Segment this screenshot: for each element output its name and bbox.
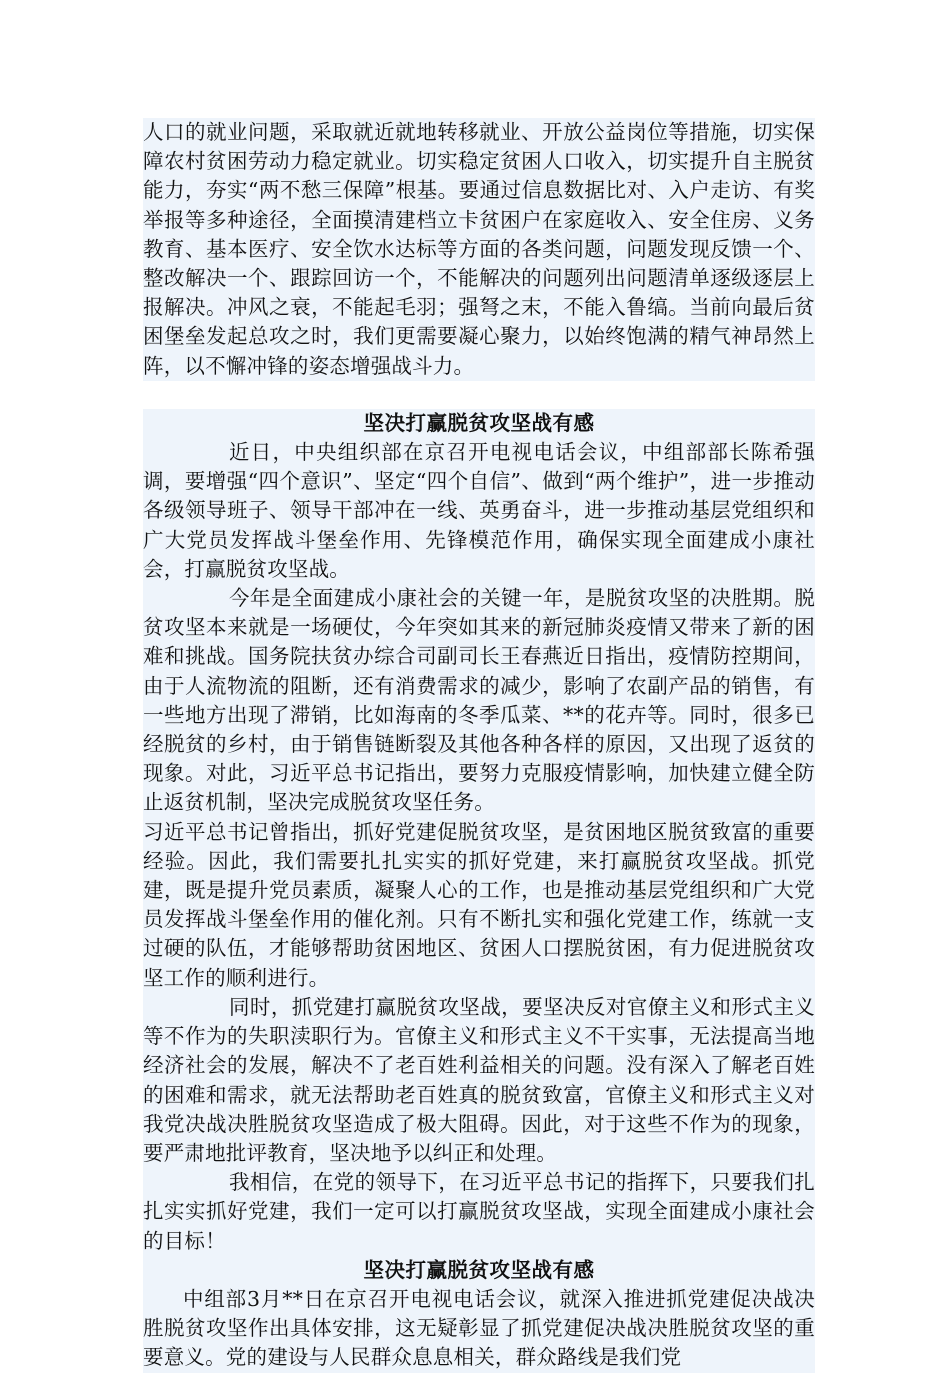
article1-body (143, 438, 815, 1256)
article1-title: 坚决打赢脱贫攻坚战有感 (143, 409, 815, 438)
article1-paragraph-2: 今年是全面建成小康社会的关键一年，是脱贫攻坚的决胜期。脱贫攻坚本来就是一场硬仗，今年突如其来的新冠肺炎疫情又带来了新的困难和挑战。国务院扶贫办综合司副司长王春燕近日指出，疫情防控期间，由于人流物流的阻断，还有消费需求的减少，影响了农副产品的销售，有一些地方出现了滞销，比如海南的冬季瓜菜、**的花卉等。同时，很多已经脱贫的乡村，由于销售链断裂及其他各种各样的原因，又出现了返贫的现象。对此，习近平总书记指出，要努力克服疫情影响，加快建立健全防止返贫机制，坚决完成脱贫攻坚任务。 (143, 586, 815, 815)
article1-paragraph-4: 同时，抓党建打赢脱贫攻坚战，要坚决反对官僚主义和形式主义等不作为的失职渎职行为。官僚主义和形式主义不干实事，无法提高当地经济社会的发展，解决不了老百姓利益相关的问题。没有深入了解老百姓的困难和需求，就无法帮助老百姓真的脱贫致富，官僚主义和形式主义对我党决战决胜脱贫攻坚造成了极大阻碍。因此，对于这些不作为的现象，要严肃地批评教育，坚决地予以纠正和处理。 (143, 994, 815, 1165)
section-gap (143, 381, 815, 409)
article1-paragraph-5: 我相信，在党的领导下，在习近平总书记的指挥下，只要我们扎扎实实抓好党建，我们一定可以打赢脱贫攻坚战，实现全面建成小康社会的目标！ (143, 1170, 815, 1253)
article2-paragraph-1: 中组部3月**日在京召开电视电话会议，就深入推进抓党建促决战决胜脱贫攻坚作出具体安排，这无疑彰显了抓党建促决战决胜脱贫攻坚的重要意义。党的建设与人民群众息息相关，群众路线是我们党 (143, 1286, 815, 1370)
intro-paragraph: 人口的就业问题，采取就近就地转移就业、开放公益岗位等措施，切实保障农村贫困劳动力稳定就业。切实稳定贫困人口收入，切实提升自主脱贫能力，夯实“两不愁三保障”根基。要通过信息数据比对、入户走访、有奖举报等多种途径，全面摸清建档立卡贫困户在家庭收入、安全住房、义务教育、基本医疗、安全饮水达标等方面的各类问题，问题发现反馈一个、整改解决一个、跟踪回访一个，不能解决的问题列出问题清单逐级逐层上报解决。冲风之衰，不能起毛羽；强弩之末，不能入鲁缟。当前向最后贫困堡垒发起总攻之时，我们更需要凝心聚力，以始终饱满的精气神昂然上阵，以不懈冲锋的姿态增强战斗力。 (143, 120, 815, 378)
intro-section (143, 118, 815, 381)
article1-paragraph-1: 近日，中央组织部在京召开电视电话会议，中组部部长陈希强调，要增强“四个意识”、坚定“四个自信”、做到“两个维护”，进一步推动各级领导班子、领导干部冲在一线、英勇奋斗，进一步推动基层党组织和广大党员发挥战斗堡垒作用、先锋模范作用，确保实现全面建成小康社会，打赢脱贫攻坚战。 (143, 440, 815, 581)
document-page (143, 118, 815, 1373)
article2-body (143, 1285, 815, 1373)
article1-paragraph-3: 习近平总书记曾指出，抓好党建促脱贫攻坚，是贫困地区脱贫致富的重要经验。因此，我们需要扎扎实实的抓好党建，来打赢脱贫攻坚战。抓党建，既是提升党员素质，凝聚人心的工作，也是推动基层党组织和广大党员发挥战斗堡垒作用的催化剂。只有不断扎实和强化党建工作，练就一支过硬的队伍，才能够帮助贫困地区、贫困人口摆脱贫困，有力促进脱贫攻坚工作的顺利进行。 (143, 819, 815, 990)
article2-title: 坚决打赢脱贫攻坚战有感 (143, 1256, 815, 1285)
